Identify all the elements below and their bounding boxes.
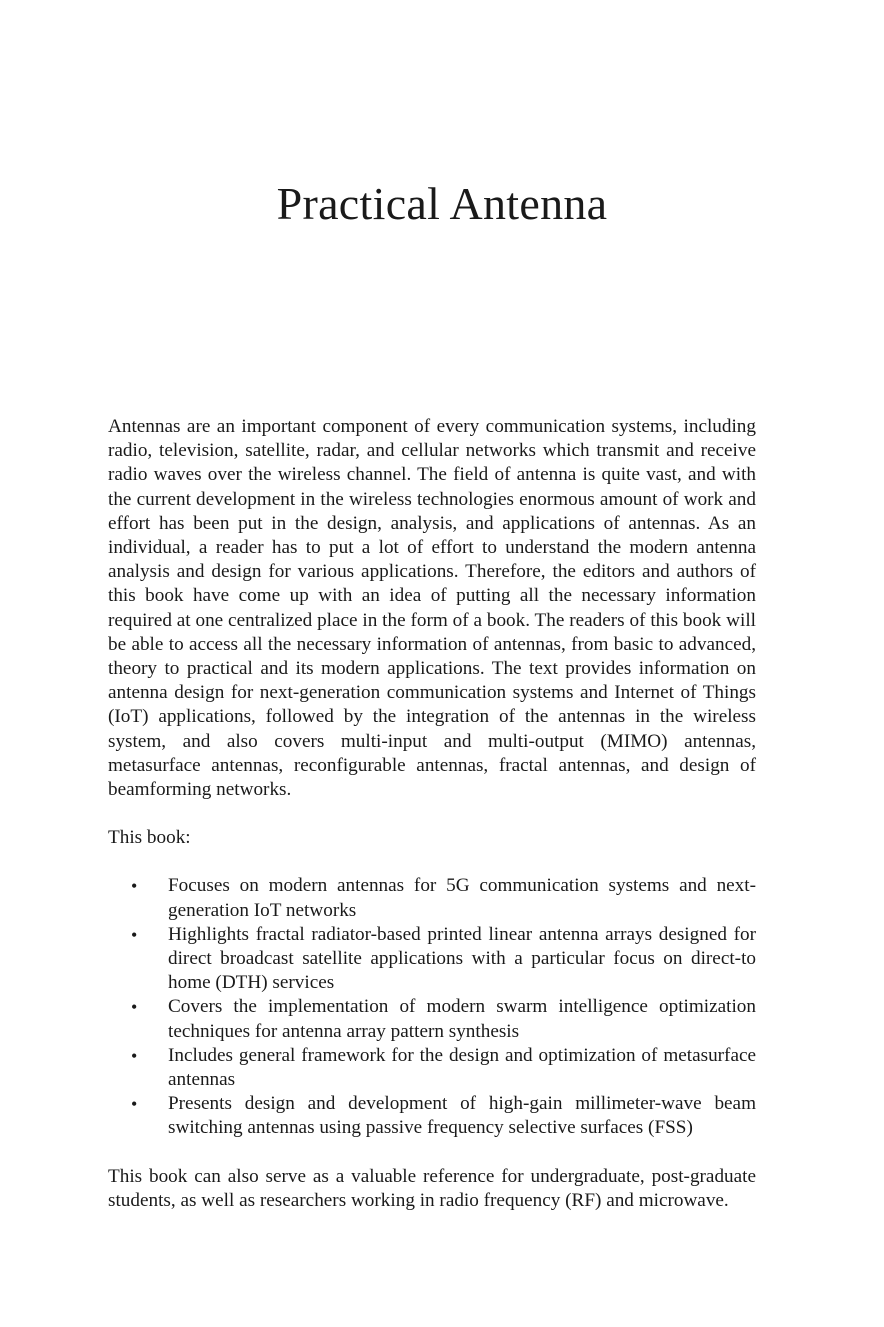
feature-list-lead: This book: [108,827,191,849]
feature-text: Includes general framework for the design and optimization of metasurface antennas [168,1044,756,1091]
feature-list [108,874,756,1140]
feature-text: Focuses on modern antennas for 5G communication systems and next-generation IoT networks [168,875,756,921]
book-description [108,415,756,1213]
bullet-icon: • [131,997,138,1018]
bullet-icon: • [131,1094,138,1115]
closing-paragraph: This book can also serve as a valuable reference for undergraduate, post-graduate students, as well as researchers working in radio frequency (RF) and microwave. [108,1165,756,1211]
feature-list-item [108,1092,756,1140]
intro-paragraph: Antennas are an important component of every communication systems, including radio, television, satellite, radar, and cellular networks which transmit and receive radio waves over the wireless channel. The field of antenna is quite vast, and with the current development in the wireless technologies enormous amount of work and effort has been put in the design, analysis, and applications of antennas. As an individual, a reader has to put a lot of effort to understand the modern antenna analysis and design for various applications. Therefore, the editors and authors of this book have come up with an idea of putting all the necessary information required at one centralized place in the form of a book. The readers of this book will be able to access all the necessary information of antennas, from basic to advanced, theory to practical and its modern applications. The text provides information on antenna design for next-generation communication systems and Internet of Things (IoT) applications, followed by the integration of the antennas in the wireless system, and also covers multi-input and multi-output (MIMO) antennas, metasurface antennas, reconfigurable antennas, fractal antennas, and design of beamforming networks. [108,416,756,801]
bullet-icon: • [131,876,138,897]
feature-list-item [108,923,756,996]
feature-list-item [108,874,756,922]
page-title: Practical Antenna [276,178,608,229]
feature-list-item [108,1044,756,1092]
feature-text: Covers the implementation of modern swarm intelligence optimization techniques for antenna array pattern synthesis [168,996,756,1042]
bullet-icon: • [131,924,138,945]
feature-text: Presents design and development of high-gain millimeter-wave beam switching antennas using passive frequency selective surfaces (FSS) [168,1093,756,1139]
feature-text: Highlights fractal radiator-based printed linear antenna arrays designed for direct broadcast satellite applications with a particular focus on direct-to home (DTH) services [168,923,756,994]
feature-list-item [108,995,756,1043]
bullet-icon: • [131,1045,138,1066]
